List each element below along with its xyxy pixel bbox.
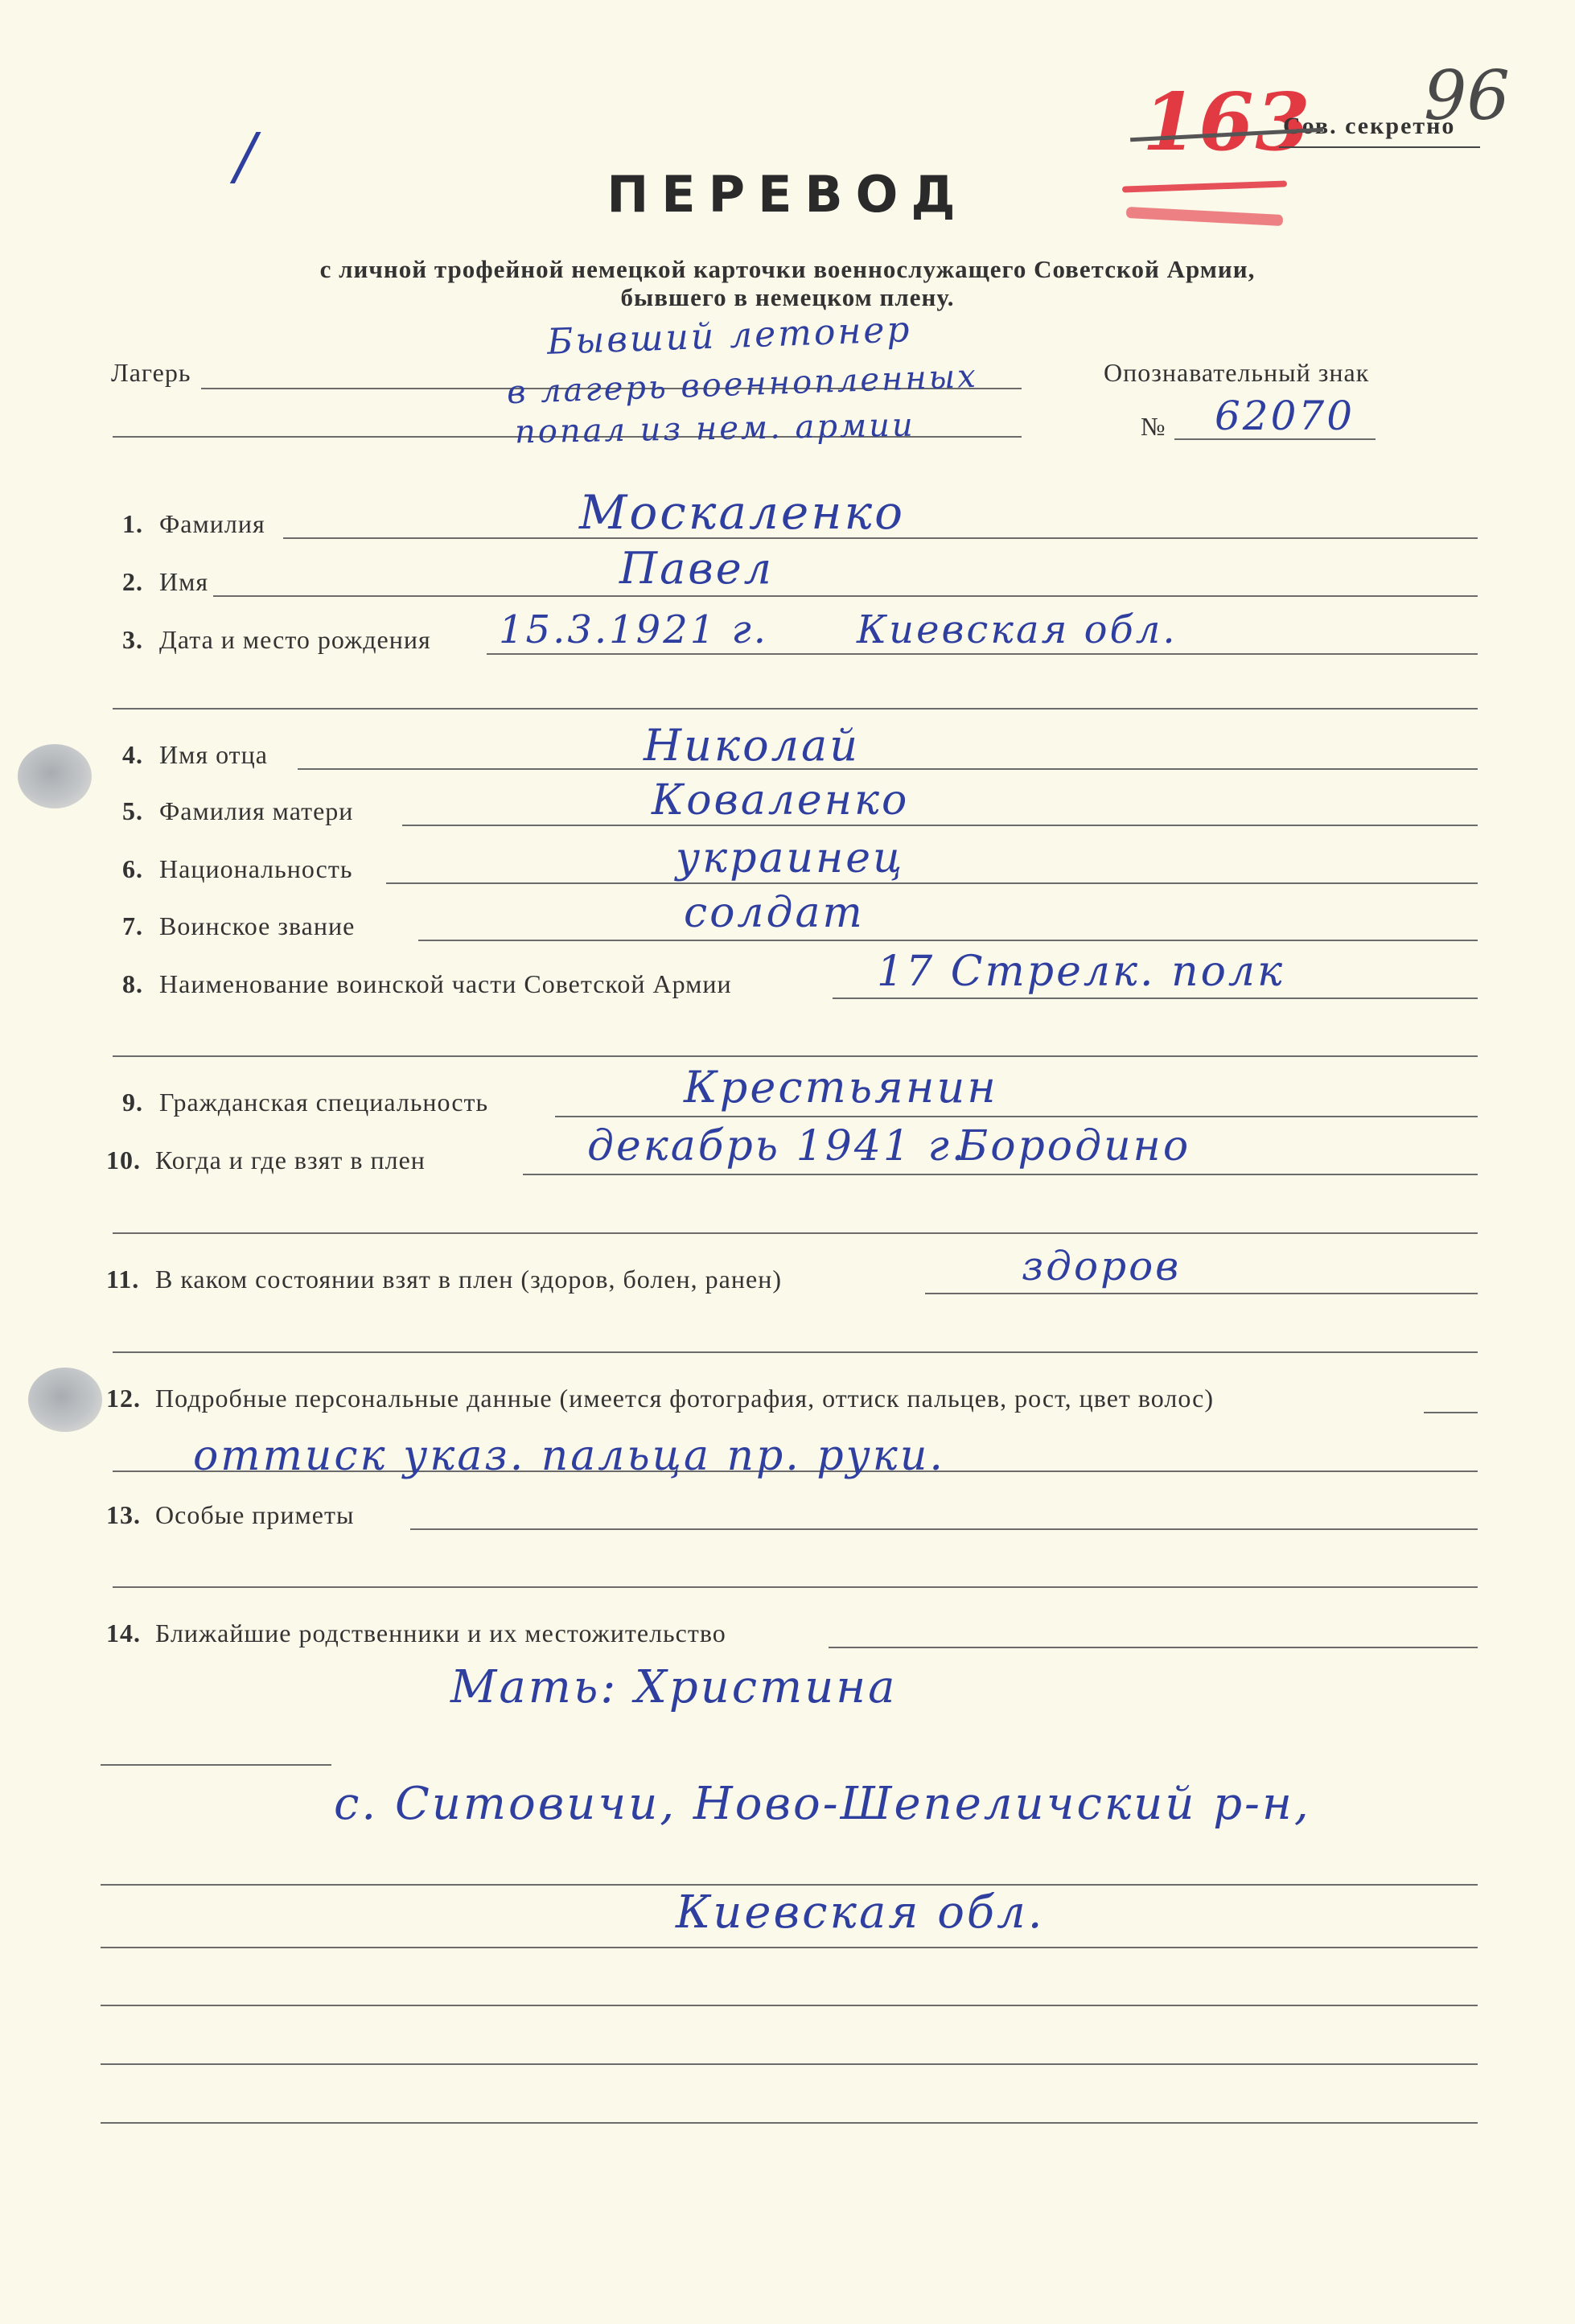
field-3-line bbox=[487, 653, 1478, 655]
field-11-label: В каком состоянии взят в плен (здоров, болен, ранен) bbox=[155, 1265, 782, 1294]
field-12-label: Подробные персональные данные (имеется фотография, оттиск пальцев, рост, цвет волос) bbox=[155, 1384, 1214, 1413]
camp-value-2: в лагерь военнопленных bbox=[506, 357, 979, 412]
field-4-line bbox=[298, 768, 1478, 770]
field-2-line bbox=[213, 595, 1478, 597]
field-8-label: Наименование воинской части Советской Армии bbox=[159, 969, 732, 998]
field-3-value-date: 15.3.1921 г. bbox=[499, 607, 769, 652]
field-3-number: 3. bbox=[122, 625, 143, 654]
camp-label: Лагерь bbox=[111, 358, 191, 387]
id-tag-label: Опознавательный знак bbox=[1104, 358, 1370, 387]
field-6-label: Национальность bbox=[159, 854, 353, 883]
field-12-line bbox=[1424, 1412, 1478, 1413]
field-3-label: Дата и место рождения bbox=[159, 625, 431, 654]
field-10-number: 10. bbox=[106, 1146, 141, 1174]
field-11-number: 11. bbox=[106, 1265, 140, 1294]
field-10-label: Когда и где взят в плен bbox=[155, 1146, 426, 1174]
field-14-line-6 bbox=[101, 2063, 1478, 2065]
field-9-value: Крестьянин bbox=[684, 1062, 998, 1113]
field-8-line bbox=[833, 997, 1478, 999]
field-3-value-place: Киевская обл. bbox=[857, 607, 1178, 652]
check-mark: / bbox=[235, 121, 257, 193]
archive-number: 96 bbox=[1424, 56, 1510, 135]
field-7-label: Воинское звание bbox=[159, 911, 356, 940]
field-5-line bbox=[402, 825, 1478, 826]
field-7-number: 7. bbox=[122, 911, 143, 940]
field-4-label: Имя отца bbox=[159, 740, 268, 769]
field-14-line-7 bbox=[101, 2122, 1478, 2124]
field-10-value-place: Бородино bbox=[957, 1122, 1191, 1170]
field-5-value: Коваленко bbox=[652, 776, 910, 825]
field-10-line bbox=[523, 1174, 1478, 1175]
field-2-value: Павел bbox=[619, 543, 775, 594]
field-14-number: 14. bbox=[106, 1619, 141, 1647]
field-14-value-2: с. Ситовичи, Ново-Шепеличский р-н, bbox=[334, 1778, 1311, 1830]
field-5-label: Фамилия матери bbox=[159, 796, 354, 825]
field-10-value-date: декабрь 1941 г. bbox=[587, 1122, 968, 1170]
field-3-line-2 bbox=[113, 708, 1478, 710]
field-12-number: 12. bbox=[106, 1384, 141, 1413]
field-14-line-3 bbox=[101, 1884, 1478, 1886]
field-1-label: Фамилия bbox=[159, 509, 265, 538]
classification-label: Сов. секретно bbox=[1283, 113, 1456, 139]
field-4-value: Николай bbox=[644, 720, 860, 771]
field-8-number: 8. bbox=[122, 969, 143, 998]
punch-hole bbox=[18, 744, 92, 808]
field-14-label: Ближайшие родственники и их местожительство bbox=[155, 1619, 726, 1647]
red-document-number: 163 bbox=[1142, 76, 1312, 169]
field-7-line bbox=[418, 940, 1478, 941]
document-subtitle: с личной трофейной немецкой карточки военнослужащего Советской Армии, bbox=[319, 255, 1256, 283]
id-tag-number-sign: № bbox=[1141, 412, 1166, 441]
field-14-line-2 bbox=[101, 1764, 331, 1766]
field-9-label: Гражданская специальность bbox=[159, 1088, 489, 1117]
field-8-value: 17 Стрелк. полк bbox=[877, 948, 1285, 996]
field-8-line-2 bbox=[113, 1055, 1478, 1057]
field-10-line-2 bbox=[113, 1232, 1478, 1234]
field-6-value: украинец bbox=[676, 834, 905, 882]
id-tag-value: 62070 bbox=[1215, 393, 1355, 439]
camp-value-3: попал из нем. армии bbox=[514, 406, 916, 451]
field-1-value: Москаленко bbox=[579, 485, 906, 540]
field-4-number: 4. bbox=[122, 740, 143, 769]
punch-hole bbox=[28, 1368, 102, 1432]
document-subtitle-2: бывшего в немецком плену. bbox=[620, 283, 955, 311]
field-14-value-3: Киевская обл. bbox=[676, 1886, 1045, 1939]
field-14-line bbox=[829, 1647, 1478, 1648]
document-title: ПЕРЕВОД bbox=[607, 165, 968, 224]
field-7-value: солдат bbox=[684, 889, 865, 937]
field-14-line-5 bbox=[101, 2005, 1478, 2006]
field-14-value-1: Мать: Христина bbox=[450, 1661, 898, 1713]
classification-underline bbox=[1279, 146, 1480, 148]
field-6-number: 6. bbox=[122, 854, 143, 883]
field-5-number: 5. bbox=[122, 796, 143, 825]
field-11-line bbox=[925, 1293, 1478, 1294]
field-13-line-2 bbox=[113, 1586, 1478, 1588]
field-13-number: 13. bbox=[106, 1500, 141, 1529]
field-13-label: Особые приметы bbox=[155, 1500, 355, 1529]
field-1-number: 1. bbox=[122, 509, 143, 538]
camp-value-1: Бывший летонер bbox=[546, 309, 913, 363]
field-13-line bbox=[410, 1528, 1478, 1530]
field-2-number: 2. bbox=[122, 567, 143, 596]
field-11-value: здоров bbox=[1022, 1243, 1182, 1290]
field-2-label: Имя bbox=[159, 567, 209, 596]
field-14-line-4 bbox=[101, 1947, 1478, 1948]
field-9-number: 9. bbox=[122, 1088, 143, 1117]
field-9-line bbox=[555, 1116, 1478, 1117]
field-11-line-2 bbox=[113, 1351, 1478, 1353]
field-6-line bbox=[386, 882, 1478, 884]
field-12-value: оттиск указ. пальца пр. руки. bbox=[193, 1432, 945, 1480]
